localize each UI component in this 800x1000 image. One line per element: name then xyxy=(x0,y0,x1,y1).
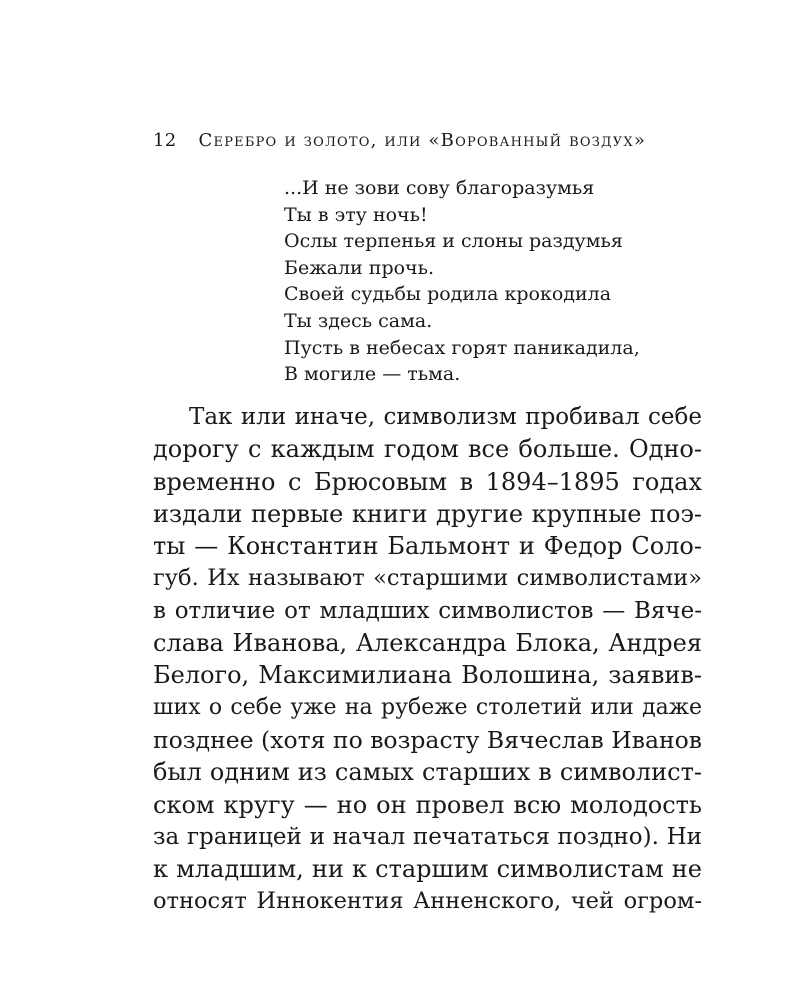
paragraph-line: ших о себе уже на рубеже столетий или даже xyxy=(153,694,702,720)
body-paragraph xyxy=(153,401,702,918)
paragraph-line: ты — Константин Бальмонт и Федор Соло- xyxy=(153,532,702,561)
paragraph-line: временно с Брюсовым в 1894–1895 годах xyxy=(153,467,702,496)
poem-line: Ты здесь сама. xyxy=(284,309,433,332)
poem-line: Пусть в небесах горят паникадила, xyxy=(284,336,640,359)
paragraph-line: позднее (хотя по возрасту Вячеслав Иванов xyxy=(153,725,703,754)
paragraph-line: за границей и начал печататься поздно). Ни xyxy=(153,823,702,850)
paragraph-line: ском кругу — но он провел всю молодость xyxy=(153,790,702,819)
paragraph-line: был одним из самых старших в символист- xyxy=(153,758,702,787)
paragraph-line: Так или иначе, символизм пробивал себе xyxy=(189,404,702,430)
paragraph-line: дорогу с каждым годом все больше. Одно- xyxy=(153,435,702,464)
poem-line: Ослы терпенья и слоны раздумья xyxy=(284,230,623,253)
paragraph-line: Белого, Максимилиана Волошина, заявив- xyxy=(153,661,702,690)
page-number: 12 xyxy=(153,130,177,151)
paragraph-line: к младшим, ни к старшим символистам не xyxy=(153,855,702,884)
paragraph-line: в отличие от младших символистов — Вяче- xyxy=(153,597,702,624)
paragraph-line: слава Иванова, Александра Блока, Андрея xyxy=(153,629,702,658)
poem-line: Своей судьбы родила крокодила xyxy=(284,283,612,306)
running-head xyxy=(153,128,713,154)
paragraph-line: относят Иннокентия Анненского, чей огром- xyxy=(153,888,702,915)
poem-line: В могиле — тьма. xyxy=(284,363,461,386)
poem-line: ...И не зови сову благоразумья xyxy=(284,177,595,199)
paragraph-line: губ. Их называют «старшими символистами» xyxy=(153,565,702,592)
poem-line: Ты в эту ночь! xyxy=(284,203,428,226)
paragraph-line: издали первые книги другие крупные поэ- xyxy=(153,499,702,528)
poem-quote xyxy=(284,175,724,388)
poem-line: Бежали прочь. xyxy=(284,256,434,279)
chapter-title: Серебро и золото, или «Ворованный воздух» xyxy=(198,130,647,151)
